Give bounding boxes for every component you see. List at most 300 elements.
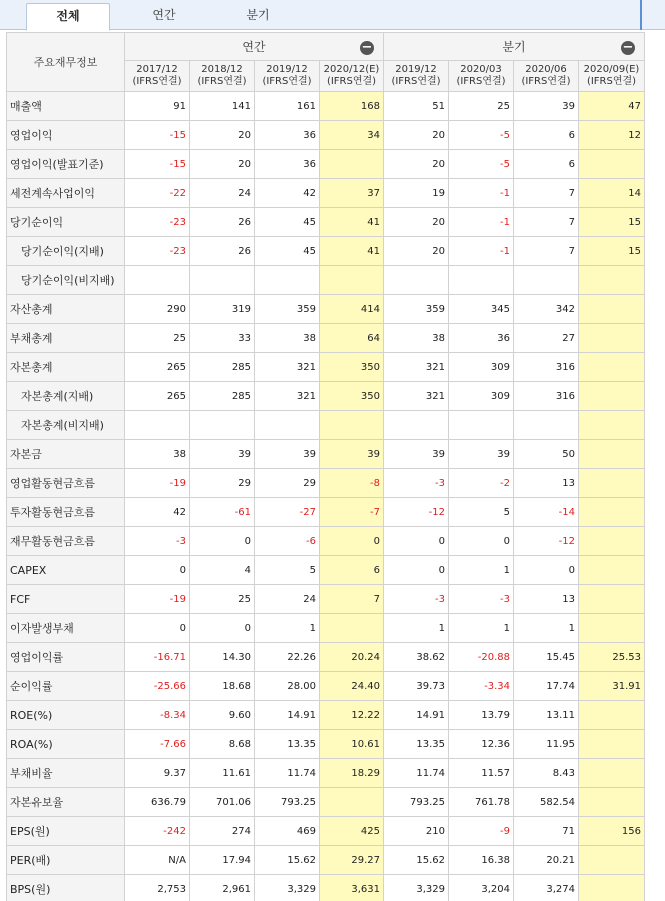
table-cell: 15	[579, 208, 645, 237]
table-cell: -27	[255, 498, 320, 527]
table-cell: 0	[190, 527, 255, 556]
table-cell: 7	[514, 179, 579, 208]
table-cell: 51	[384, 92, 449, 121]
table-row	[7, 527, 645, 556]
table-cell: 36	[255, 121, 320, 150]
table-cell: 793.25	[255, 788, 320, 817]
table-cell	[579, 614, 645, 643]
table-cell: -242	[125, 817, 190, 846]
period-date: 2019/12	[266, 64, 308, 76]
table-cell	[579, 295, 645, 324]
row-label: 자본금	[7, 440, 125, 469]
row-label: 당기순이익	[7, 208, 125, 237]
table-cell: 29.27	[320, 846, 384, 875]
row-label: 자본총계	[7, 353, 125, 382]
table-cell: 20	[384, 121, 449, 150]
table-cell	[579, 556, 645, 585]
period-header	[579, 61, 645, 92]
table-cell: 350	[320, 353, 384, 382]
table-cell: 285	[190, 353, 255, 382]
table-cell: -3.34	[449, 672, 514, 701]
table-cell: 71	[514, 817, 579, 846]
row-label: 영업이익률	[7, 643, 125, 672]
table-cell: -3	[384, 469, 449, 498]
table-row	[7, 92, 645, 121]
table-row	[7, 556, 645, 585]
table-cell: 20	[190, 150, 255, 179]
table-cell: 38	[255, 324, 320, 353]
table-cell: 41	[320, 237, 384, 266]
table-cell: 1	[449, 556, 514, 585]
row-label: 부채비율	[7, 759, 125, 788]
period-header	[255, 61, 320, 92]
tabbar-edge	[640, 0, 642, 30]
table-cell: 309	[449, 353, 514, 382]
table-cell: 265	[125, 382, 190, 411]
table-cell: 91	[125, 92, 190, 121]
table-cell	[579, 469, 645, 498]
table-row	[7, 266, 645, 295]
table-cell: -5	[449, 150, 514, 179]
table-cell: 27	[514, 324, 579, 353]
table-cell: 15.45	[514, 643, 579, 672]
period-date: 2019/12	[395, 64, 437, 76]
row-label: 재무활동현금흐름	[7, 527, 125, 556]
table-cell: 26	[190, 208, 255, 237]
table-cell: 321	[384, 353, 449, 382]
row-label: EPS(원)	[7, 817, 125, 846]
table-cell: 38	[384, 324, 449, 353]
table-cell: 26	[190, 237, 255, 266]
table-cell: 47	[579, 92, 645, 121]
table-cell: 13.11	[514, 701, 579, 730]
table-row	[7, 788, 645, 817]
table-cell: 7	[514, 208, 579, 237]
table-cell: 45	[255, 208, 320, 237]
table-cell: -1	[449, 179, 514, 208]
table-cell: 636.79	[125, 788, 190, 817]
table-cell: 39	[320, 440, 384, 469]
table-cell: 38	[125, 440, 190, 469]
table-cell: 359	[255, 295, 320, 324]
table-cell: 321	[255, 382, 320, 411]
table-cell: 793.25	[384, 788, 449, 817]
table-cell	[579, 730, 645, 759]
table-cell: 11.74	[255, 759, 320, 788]
table-cell: 11.95	[514, 730, 579, 759]
table-cell	[190, 411, 255, 440]
table-cell: 20	[384, 208, 449, 237]
table-row	[7, 411, 645, 440]
table-cell: 13.35	[255, 730, 320, 759]
table-cell	[320, 614, 384, 643]
table-cell: 17.94	[190, 846, 255, 875]
table-cell: 0	[190, 614, 255, 643]
table-cell	[320, 266, 384, 295]
table-cell: 2,961	[190, 875, 255, 901]
table-row	[7, 614, 645, 643]
table-row	[7, 295, 645, 324]
table-cell: -15	[125, 121, 190, 150]
period-date: 2020/03	[460, 64, 502, 76]
table-cell: -22	[125, 179, 190, 208]
table-cell: 18.68	[190, 672, 255, 701]
period-header	[190, 61, 255, 92]
table-cell: 701.06	[190, 788, 255, 817]
row-label: CAPEX	[7, 556, 125, 585]
tab-annual[interactable]: 연간	[152, 8, 176, 22]
table-cell	[579, 759, 645, 788]
table-cell: 1	[449, 614, 514, 643]
table-cell: 20.24	[320, 643, 384, 672]
table-cell: 24	[190, 179, 255, 208]
table-cell: 2,753	[125, 875, 190, 901]
table-cell: 3,329	[255, 875, 320, 901]
annual-group-title: 연간	[242, 40, 266, 55]
table-cell: 12.22	[320, 701, 384, 730]
table-row	[7, 730, 645, 759]
table-cell: -2	[449, 469, 514, 498]
table-row	[7, 150, 645, 179]
table-cell: -7.66	[125, 730, 190, 759]
table-row	[7, 324, 645, 353]
table-cell: 7	[514, 237, 579, 266]
table-row	[7, 121, 645, 150]
period-basis: (IFRS연결)	[456, 76, 506, 88]
period-basis: (IFRS연결)	[197, 76, 247, 88]
table-cell	[579, 324, 645, 353]
table-cell: -19	[125, 469, 190, 498]
table-cell: 469	[255, 817, 320, 846]
table-cell: 0	[320, 527, 384, 556]
table-cell	[579, 440, 645, 469]
table-cell: 5	[255, 556, 320, 585]
table-cell	[579, 875, 645, 901]
row-label: PER(배)	[7, 846, 125, 875]
table-cell: 39	[255, 440, 320, 469]
table-cell: 39	[449, 440, 514, 469]
row-label: 투자활동현금흐름	[7, 498, 125, 527]
table-cell	[320, 150, 384, 179]
period-date: 2020/12(E)	[323, 64, 380, 76]
table-cell: 345	[449, 295, 514, 324]
table-cell: -3	[125, 527, 190, 556]
table-cell: 8.68	[190, 730, 255, 759]
table-cell	[449, 411, 514, 440]
table-cell: 1	[384, 614, 449, 643]
table-cell: 168	[320, 92, 384, 121]
table-row	[7, 179, 645, 208]
table-cell: 350	[320, 382, 384, 411]
table-cell: 33	[190, 324, 255, 353]
table-cell: 285	[190, 382, 255, 411]
table-body	[7, 92, 645, 901]
table-row	[7, 672, 645, 701]
collapse-annual-icon[interactable]: −	[361, 40, 373, 55]
table-cell: 11.57	[449, 759, 514, 788]
table-cell: 20	[384, 237, 449, 266]
table-cell	[579, 527, 645, 556]
table-cell: 25	[125, 324, 190, 353]
table-cell	[579, 150, 645, 179]
table-cell: 22.26	[255, 643, 320, 672]
table-cell: 12	[579, 121, 645, 150]
table-cell: 39.73	[384, 672, 449, 701]
table-cell: 36	[449, 324, 514, 353]
table-cell: 12.36	[449, 730, 514, 759]
period-basis: (IFRS연결)	[586, 76, 637, 88]
table-cell	[320, 788, 384, 817]
table-cell: -23	[125, 208, 190, 237]
table-cell	[579, 411, 645, 440]
row-label: 당기순이익(지배)	[7, 237, 125, 266]
table-cell: 0	[384, 556, 449, 585]
row-label: FCF	[7, 585, 125, 614]
table-cell: 29	[255, 469, 320, 498]
table-cell: 24	[255, 585, 320, 614]
row-label: 영업이익(발표기준)	[7, 150, 125, 179]
table-cell: 15.62	[384, 846, 449, 875]
table-cell	[579, 846, 645, 875]
table-cell: 4	[190, 556, 255, 585]
row-label: 매출액	[7, 92, 125, 121]
period-basis: (IFRS연결)	[521, 76, 571, 88]
table-cell	[579, 498, 645, 527]
table-cell: 161	[255, 92, 320, 121]
table-cell: 274	[190, 817, 255, 846]
table-cell: 321	[255, 353, 320, 382]
row-label: BPS(원)	[7, 875, 125, 901]
table-cell: 14.91	[384, 701, 449, 730]
table-cell: 13	[514, 469, 579, 498]
table-cell: 0	[449, 527, 514, 556]
table-cell: -1	[449, 208, 514, 237]
table-cell: -14	[514, 498, 579, 527]
table-row	[7, 817, 645, 846]
table-cell: 5	[449, 498, 514, 527]
table-cell	[125, 266, 190, 295]
table-cell: 3,631	[320, 875, 384, 901]
table-cell: 3,204	[449, 875, 514, 901]
row-label: 영업이익	[7, 121, 125, 150]
table-row	[7, 643, 645, 672]
table-row	[7, 208, 645, 237]
table-cell: 13	[514, 585, 579, 614]
table-row	[7, 382, 645, 411]
table-cell: 20	[384, 150, 449, 179]
table-cell: 3,329	[384, 875, 449, 901]
table-row	[7, 440, 645, 469]
table-cell: -5	[449, 121, 514, 150]
table-cell: 342	[514, 295, 579, 324]
table-cell: -12	[514, 527, 579, 556]
table-cell: 9.60	[190, 701, 255, 730]
table-cell: 41	[320, 208, 384, 237]
table-cell: 45	[255, 237, 320, 266]
table-cell: 0	[514, 556, 579, 585]
table-cell	[514, 411, 579, 440]
row-label: 당기순이익(비지배)	[7, 266, 125, 295]
collapse-quarterly-icon[interactable]: −	[622, 40, 634, 55]
table-cell: 6	[514, 150, 579, 179]
table-cell: -15	[125, 150, 190, 179]
table-cell: 42	[255, 179, 320, 208]
table-cell: 582.54	[514, 788, 579, 817]
row-label: 영업활동현금흐름	[7, 469, 125, 498]
row-label: 자산총계	[7, 295, 125, 324]
table-cell	[384, 411, 449, 440]
table-cell: -20.88	[449, 643, 514, 672]
row-label: 이자발생부채	[7, 614, 125, 643]
table-row	[7, 498, 645, 527]
table-cell: 42	[125, 498, 190, 527]
table-cell: 13.79	[449, 701, 514, 730]
table-cell: 28.00	[255, 672, 320, 701]
table-cell: -3	[384, 585, 449, 614]
table-cell: 17.74	[514, 672, 579, 701]
table-cell: 14.91	[255, 701, 320, 730]
table-row	[7, 585, 645, 614]
table-cell: 18.29	[320, 759, 384, 788]
table-cell: 3,274	[514, 875, 579, 901]
table-cell: 6	[320, 556, 384, 585]
row-label: 자본총계(비지배)	[7, 411, 125, 440]
table-cell: N/A	[125, 846, 190, 875]
table-cell: 290	[125, 295, 190, 324]
period-basis: (IFRS연결)	[262, 76, 312, 88]
table-cell: 210	[384, 817, 449, 846]
table-cell: 0	[125, 556, 190, 585]
table-row	[7, 237, 645, 266]
table-cell: 761.78	[449, 788, 514, 817]
period-basis: (IFRS연결)	[132, 76, 182, 88]
table-cell: 316	[514, 382, 579, 411]
table-cell: 319	[190, 295, 255, 324]
table-cell: 0	[384, 527, 449, 556]
table-cell: -8	[320, 469, 384, 498]
table-cell: 6	[514, 121, 579, 150]
period-basis: (IFRS연결)	[391, 76, 441, 88]
period-header	[125, 61, 190, 92]
table-cell: 1	[514, 614, 579, 643]
table-cell	[514, 266, 579, 295]
table-cell: -19	[125, 585, 190, 614]
period-date: 2017/12	[136, 64, 178, 76]
table-cell: 25	[449, 92, 514, 121]
period-date: 2020/06	[525, 64, 567, 76]
table-cell	[579, 585, 645, 614]
table-cell: 20.21	[514, 846, 579, 875]
table-cell: 31.91	[579, 672, 645, 701]
table-cell: 19	[384, 179, 449, 208]
table-cell: 37	[320, 179, 384, 208]
financial-table	[6, 32, 645, 901]
period-date: 2018/12	[201, 64, 243, 76]
table-cell: 10.61	[320, 730, 384, 759]
table-cell: 24.40	[320, 672, 384, 701]
table-cell: 14	[579, 179, 645, 208]
table-cell: -3	[449, 585, 514, 614]
table-cell	[190, 266, 255, 295]
table-cell: 14.30	[190, 643, 255, 672]
table-cell: 11.74	[384, 759, 449, 788]
annual-group-header	[125, 33, 384, 61]
period-basis: (IFRS연결)	[326, 76, 377, 88]
table-cell: 8.43	[514, 759, 579, 788]
row-label: 자본유보율	[7, 788, 125, 817]
table-cell: 1	[255, 614, 320, 643]
table-cell: -6	[255, 527, 320, 556]
table-cell	[579, 701, 645, 730]
period-header	[514, 61, 579, 92]
table-cell: 50	[514, 440, 579, 469]
table-cell: 39	[514, 92, 579, 121]
table-cell: 0	[125, 614, 190, 643]
table-cell: 29	[190, 469, 255, 498]
table-cell	[579, 382, 645, 411]
tab-bar	[0, 0, 665, 30]
table-cell: 25.53	[579, 643, 645, 672]
table-cell	[449, 266, 514, 295]
table-cell: 7	[320, 585, 384, 614]
table-cell: 13.35	[384, 730, 449, 759]
table-cell: 11.61	[190, 759, 255, 788]
table-cell: -61	[190, 498, 255, 527]
table-cell: -8.34	[125, 701, 190, 730]
row-label: 세전계속사업이익	[7, 179, 125, 208]
table-cell: 20	[190, 121, 255, 150]
table-cell: 9.37	[125, 759, 190, 788]
table-row	[7, 353, 645, 382]
table-cell: -12	[384, 498, 449, 527]
table-cell: 25	[190, 585, 255, 614]
table-cell	[579, 266, 645, 295]
table-cell	[579, 788, 645, 817]
table-cell: 425	[320, 817, 384, 846]
table-cell: 39	[190, 440, 255, 469]
table-corner-label: 주요재무정보	[7, 33, 125, 92]
table-cell: 321	[384, 382, 449, 411]
table-cell: -1	[449, 237, 514, 266]
table-row	[7, 846, 645, 875]
quarterly-group-title: 분기	[502, 40, 526, 55]
tab-quarterly[interactable]: 분기	[246, 8, 270, 22]
table-cell: 156	[579, 817, 645, 846]
table-cell	[255, 266, 320, 295]
period-header	[384, 61, 449, 92]
tab-all[interactable]: 전체	[26, 3, 110, 31]
table-cell: -7	[320, 498, 384, 527]
table-cell: 265	[125, 353, 190, 382]
table-cell: 141	[190, 92, 255, 121]
table-cell: 34	[320, 121, 384, 150]
table-cell: 16.38	[449, 846, 514, 875]
row-label: 부채총계	[7, 324, 125, 353]
row-label: 순이익률	[7, 672, 125, 701]
period-header	[320, 61, 384, 92]
table-cell: -9	[449, 817, 514, 846]
table-cell: 15	[579, 237, 645, 266]
table-cell	[255, 411, 320, 440]
table-row	[7, 875, 645, 901]
table-cell: 38.62	[384, 643, 449, 672]
table-cell: -23	[125, 237, 190, 266]
table-cell: 39	[384, 440, 449, 469]
period-date: 2020/09(E)	[583, 64, 640, 76]
table-cell	[320, 411, 384, 440]
table-cell: 15.62	[255, 846, 320, 875]
table-cell: 414	[320, 295, 384, 324]
